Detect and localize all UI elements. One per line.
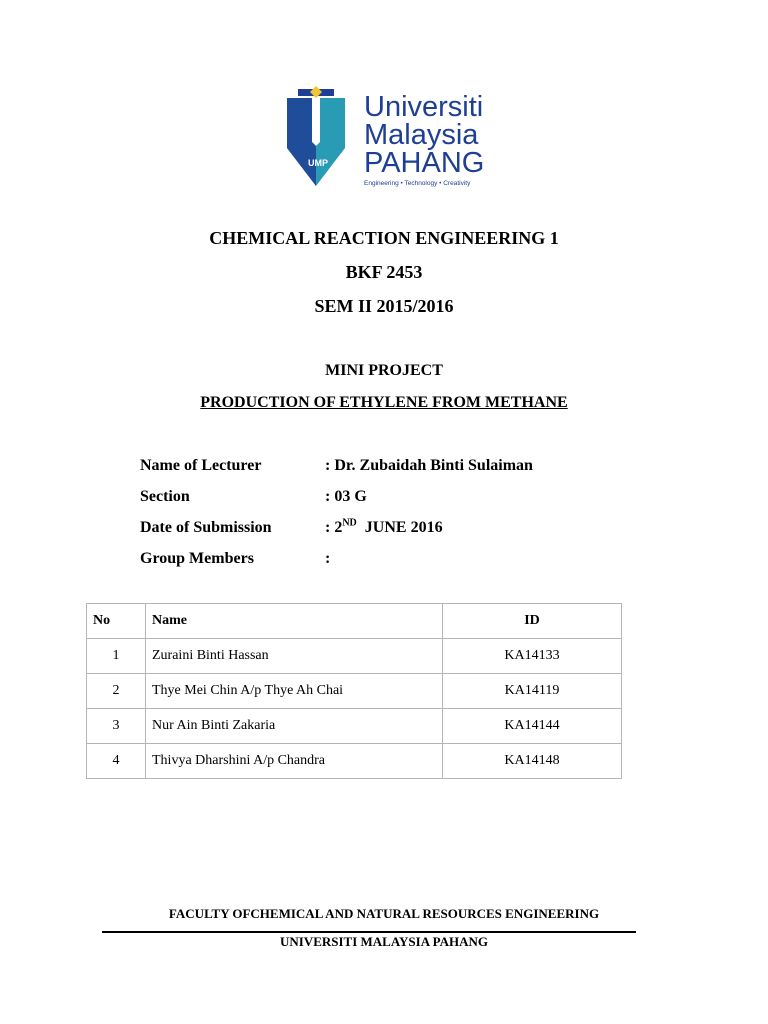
member-no: 1 [87, 639, 146, 674]
university-logo [284, 86, 488, 190]
table-header-row [87, 604, 622, 639]
group-members-table [86, 603, 622, 779]
member-no: 3 [87, 709, 146, 744]
submission-date-label: Date of Submission [140, 518, 272, 536]
lecturer-row [140, 450, 533, 481]
header-no: No [87, 604, 146, 639]
submission-date-value [325, 519, 443, 537]
logo-badge-text: UMP [308, 158, 328, 168]
member-name: Thivya Dharshini A/p Chandra [146, 744, 443, 779]
member-id: KA14144 [443, 709, 622, 744]
ump-logo-mark [284, 86, 488, 190]
lecturer-label: Name of Lecturer [140, 456, 262, 474]
table-row [87, 674, 622, 709]
project-info [140, 450, 533, 574]
section-value: : 03 G [325, 487, 367, 505]
member-name: Nur Ain Binti Zakaria [146, 709, 443, 744]
header-name: Name [146, 604, 443, 639]
project-type: MINI PROJECT [325, 362, 443, 379]
submission-date-row [140, 512, 533, 543]
semester: SEM II 2015/2016 [314, 296, 454, 316]
member-id: KA14148 [443, 744, 622, 779]
logo-line-3: PAHANG [364, 147, 485, 179]
member-no: 4 [87, 744, 146, 779]
course-title: CHEMICAL REACTION ENGINEERING 1 [209, 228, 559, 248]
date-month-year: JUNE 2016 [364, 518, 443, 536]
course-code: BKF 2453 [345, 262, 423, 282]
section-label: Section [140, 487, 190, 505]
section-row [140, 481, 533, 512]
table-row [87, 744, 622, 779]
group-members-value: : [325, 549, 331, 567]
logo-line-2: Malaysia [364, 119, 479, 151]
footer-divider [102, 931, 636, 933]
header-id: ID [443, 604, 622, 639]
faculty-name: FACULTY OFCHEMICAL AND NATURAL RESOURCES ENGINEERING [168, 906, 600, 921]
date-day: : 2 [325, 518, 343, 536]
logo-tagline: Engineering • Technology • Creativity [364, 180, 471, 187]
member-name: Thye Mei Chin A/p Thye Ah Chai [146, 674, 443, 709]
member-id: KA14133 [443, 639, 622, 674]
member-name: Zuraini Binti Hassan [146, 639, 443, 674]
member-no: 2 [87, 674, 146, 709]
group-members-row [140, 543, 533, 574]
project-title: PRODUCTION OF ETHYLENE FROM METHANE [200, 394, 568, 411]
date-suffix: ND [342, 517, 357, 529]
group-members-label: Group Members [140, 549, 254, 567]
member-id: KA14119 [443, 674, 622, 709]
university-name: UNIVERSITI MALAYSIA PAHANG [279, 934, 489, 949]
table-row [87, 639, 622, 674]
table-row [87, 709, 622, 744]
logo-line-1: Universiti [364, 91, 484, 123]
lecturer-value: : Dr. Zubaidah Binti Sulaiman [325, 456, 533, 474]
